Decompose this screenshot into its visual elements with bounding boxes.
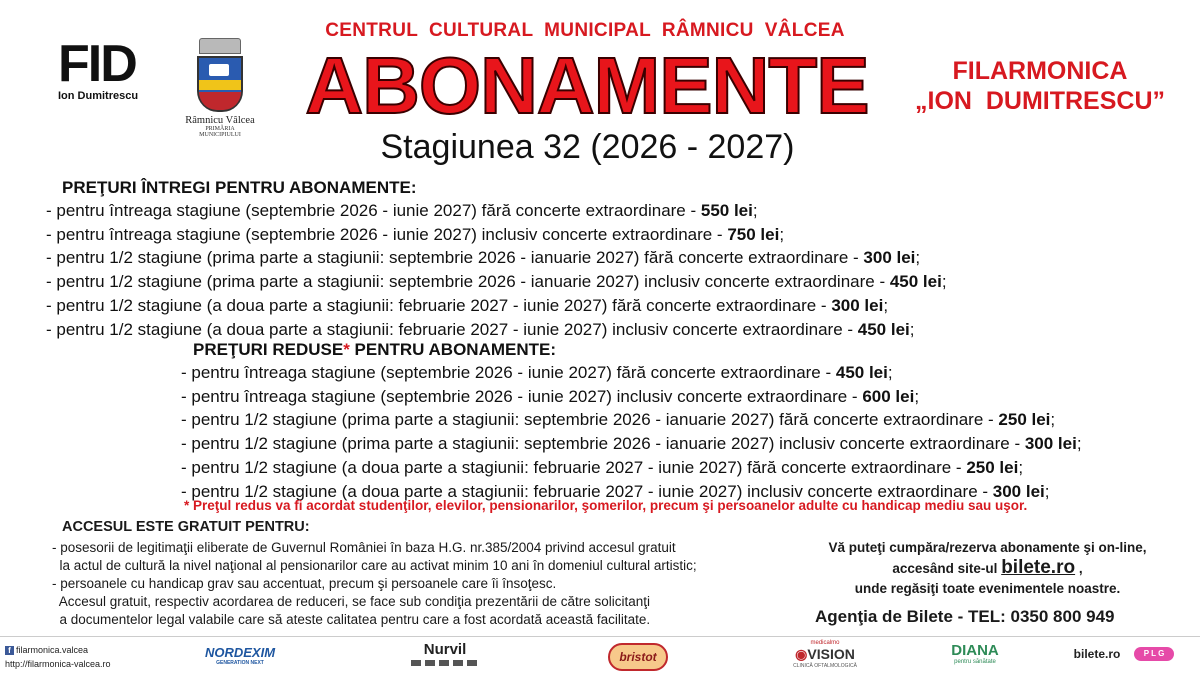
free-access-list [52,539,697,629]
ramnicu-valcea-crest [185,38,255,138]
fid-logo [58,35,158,118]
online-booking-info [800,538,1175,599]
reduced-prices-list [181,361,1082,503]
price-value: 300 lei [831,295,884,315]
list-item: - pentru 1/2 stagiune (prima parte a stagiunii: septembrie 2026 - ianuarie 2027) fără concerte extraordinare - 250 lei; [181,410,1056,430]
online-line-2: accesând site-ul bilete.ro , [892,557,1083,578]
sponsor-nurvil: Nurvil [405,641,485,666]
list-item: Accesul gratuit, respectiv acordarea de reduceri, se face sub condiţia prezentării de către solicitanţi [52,594,651,609]
page-title: ABONAMENTE [305,41,869,130]
price-value: 300 lei [1024,434,1077,454]
reduced-price-note: * Preţul redus va fi acordat studenţilor, elevilor, pensionarilor, şomerilor, precum şi persoanelor adulte cu handicap mediu sau uşor. [184,498,1028,513]
list-item: - pentru 1/2 stagiune (prima parte a stagiunii: septembrie 2026 - ianuarie 2027) inclusiv concerte extraordinare - 300 lei; [181,434,1082,454]
list-item: a documentelor legal valabile care să ateste calitatea pentru care a fost acordată această facilitate. [52,612,651,627]
list-item: - pentru 1/2 stagiune (prima parte a stagiunii: septembrie 2026 - ianuarie 2027) fără concerte extraordinare - 300 lei; [46,248,921,268]
price-value: 600 lei [862,386,915,406]
fid-logo-subtitle: Ion Dumitrescu [58,90,139,102]
price-value: 450 lei [857,319,910,339]
bilete-ro-link[interactable]: bilete.ro [1001,557,1076,578]
price-value: 250 lei [998,410,1051,430]
philharmonic-name [900,56,1180,116]
philharmonic-line-2: „ION DUMITRESCU” [915,87,1165,115]
price-value: 300 lei [863,248,916,268]
sponsor-bristot: bristot [608,643,668,671]
sponsor-bilete-ro: bilete.ro [1073,647,1121,661]
facebook-link[interactable]: f filarmonica.valcea [5,644,88,656]
list-item: - posesorii de legitimaţii eliberate de Guvernul României în baza H.G. nr.385/2004 privind accesul gratuit [52,540,676,555]
online-line-3: unde regăsiţi toate evenimentele noastre. [854,581,1121,596]
price-value: 250 lei [966,457,1019,477]
list-item: la actul de cultură la nivel naţional al pensionarilor care au activat minim 10 ani în domeniul cultural artistic; [52,558,697,573]
season-subtitle: Stagiunea 32 (2026 - 2027) [380,128,795,166]
list-item: - pentru 1/2 stagiune (a doua parte a stagiunii: februarie 2027 - iunie 2027) fără concerte extraordinare - 300 lei; [46,295,889,315]
price-value: 750 lei [727,224,780,244]
sponsor-plg: P L G [1134,647,1174,661]
list-item: - pentru întreaga stagiune (septembrie 2026 - iunie 2027) fără concerte extraordinare - 450 lei; [181,363,893,382]
crest-crown-icon [199,38,241,54]
price-value: 450 lei [889,272,942,292]
price-value: 550 lei [700,201,753,220]
philharmonic-line-1: FILARMONICA [952,57,1128,85]
full-prices-list [46,199,947,341]
list-item: - persoanele cu handicap grav sau accentuat, precum şi persoanele care îi însoţesc. [52,576,557,591]
online-line-1: Vă puteţi cumpăra/rezerva abonamente şi on-line, [828,540,1147,555]
list-item: - pentru întreaga stagiune (septembrie 2026 - iunie 2027) inclusiv concerte extraordinare - 600 lei; [181,386,920,406]
facebook-icon: f [5,646,14,655]
price-value: 300 lei [992,481,1045,501]
crest-shield-icon [197,56,243,112]
website-link[interactable]: http://filarmonica-valcea.ro [5,659,111,669]
list-item: - pentru întreaga stagiune (septembrie 2026 - iunie 2027) inclusiv concerte extraordinare - 750 lei; [46,224,785,244]
list-item: - pentru întreaga stagiune (septembrie 2026 - iunie 2027) fără concerte extraordinare - 550 lei; [46,201,758,220]
crest-subtitle: PRIMĂRIA MUNICIPIULUI [199,126,241,138]
eye-icon: ◉ [795,646,808,662]
full-prices-title: PREŢURI ÎNTREGI PENTRU ABONAMENTE: [62,178,417,197]
list-item: - pentru 1/2 stagiune (a doua parte a stagiunii: februarie 2027 - iunie 2027) inclusiv concerte extraordinare - 450 lei; [46,319,915,339]
sponsor-medical-vision: medicalmo ◉VISION CLINICĂ OFTALMOLOGICĂ [793,640,857,669]
fid-logo-text: FID [58,35,136,93]
free-access-title: ACCESUL ESTE GRATUIT PENTRU: [62,519,310,535]
list-item: - pentru 1/2 stagiune (prima parte a stagiunii: septembrie 2026 - ianuarie 2027) inclusiv concerte extraordinare - 450 lei; [46,272,947,292]
list-item: - pentru 1/2 stagiune (a doua parte a stagiunii: februarie 2027 - iunie 2027) fără concerte extraordinare - 250 lei; [181,457,1024,477]
list-item: - pentru 1/2 stagiune (a doua parte a stagiunii: februarie 2027 - iunie 2027) inclusiv concerte extraordinare - 300 lei; [181,481,1050,501]
sponsor-footer [0,636,1200,677]
crest-city-name: Râmnicu Vâlcea [185,115,255,126]
price-value: 450 lei [835,363,888,382]
institution-name: CENTRUL CULTURAL MUNICIPAL RÂMNICU VÂLCEA [325,20,845,41]
sponsor-diana: DIANA pentru sănătate [951,642,999,665]
ticket-agency-phone: Agenţia de Bilete - TEL: 0350 800 949 [815,607,1115,626]
sponsor-nordexim: NORDEXIM GENERATION NEXT [204,645,276,666]
reduced-prices-title: PREŢURI REDUSE* PENTRU ABONAMENTE: [193,340,557,359]
